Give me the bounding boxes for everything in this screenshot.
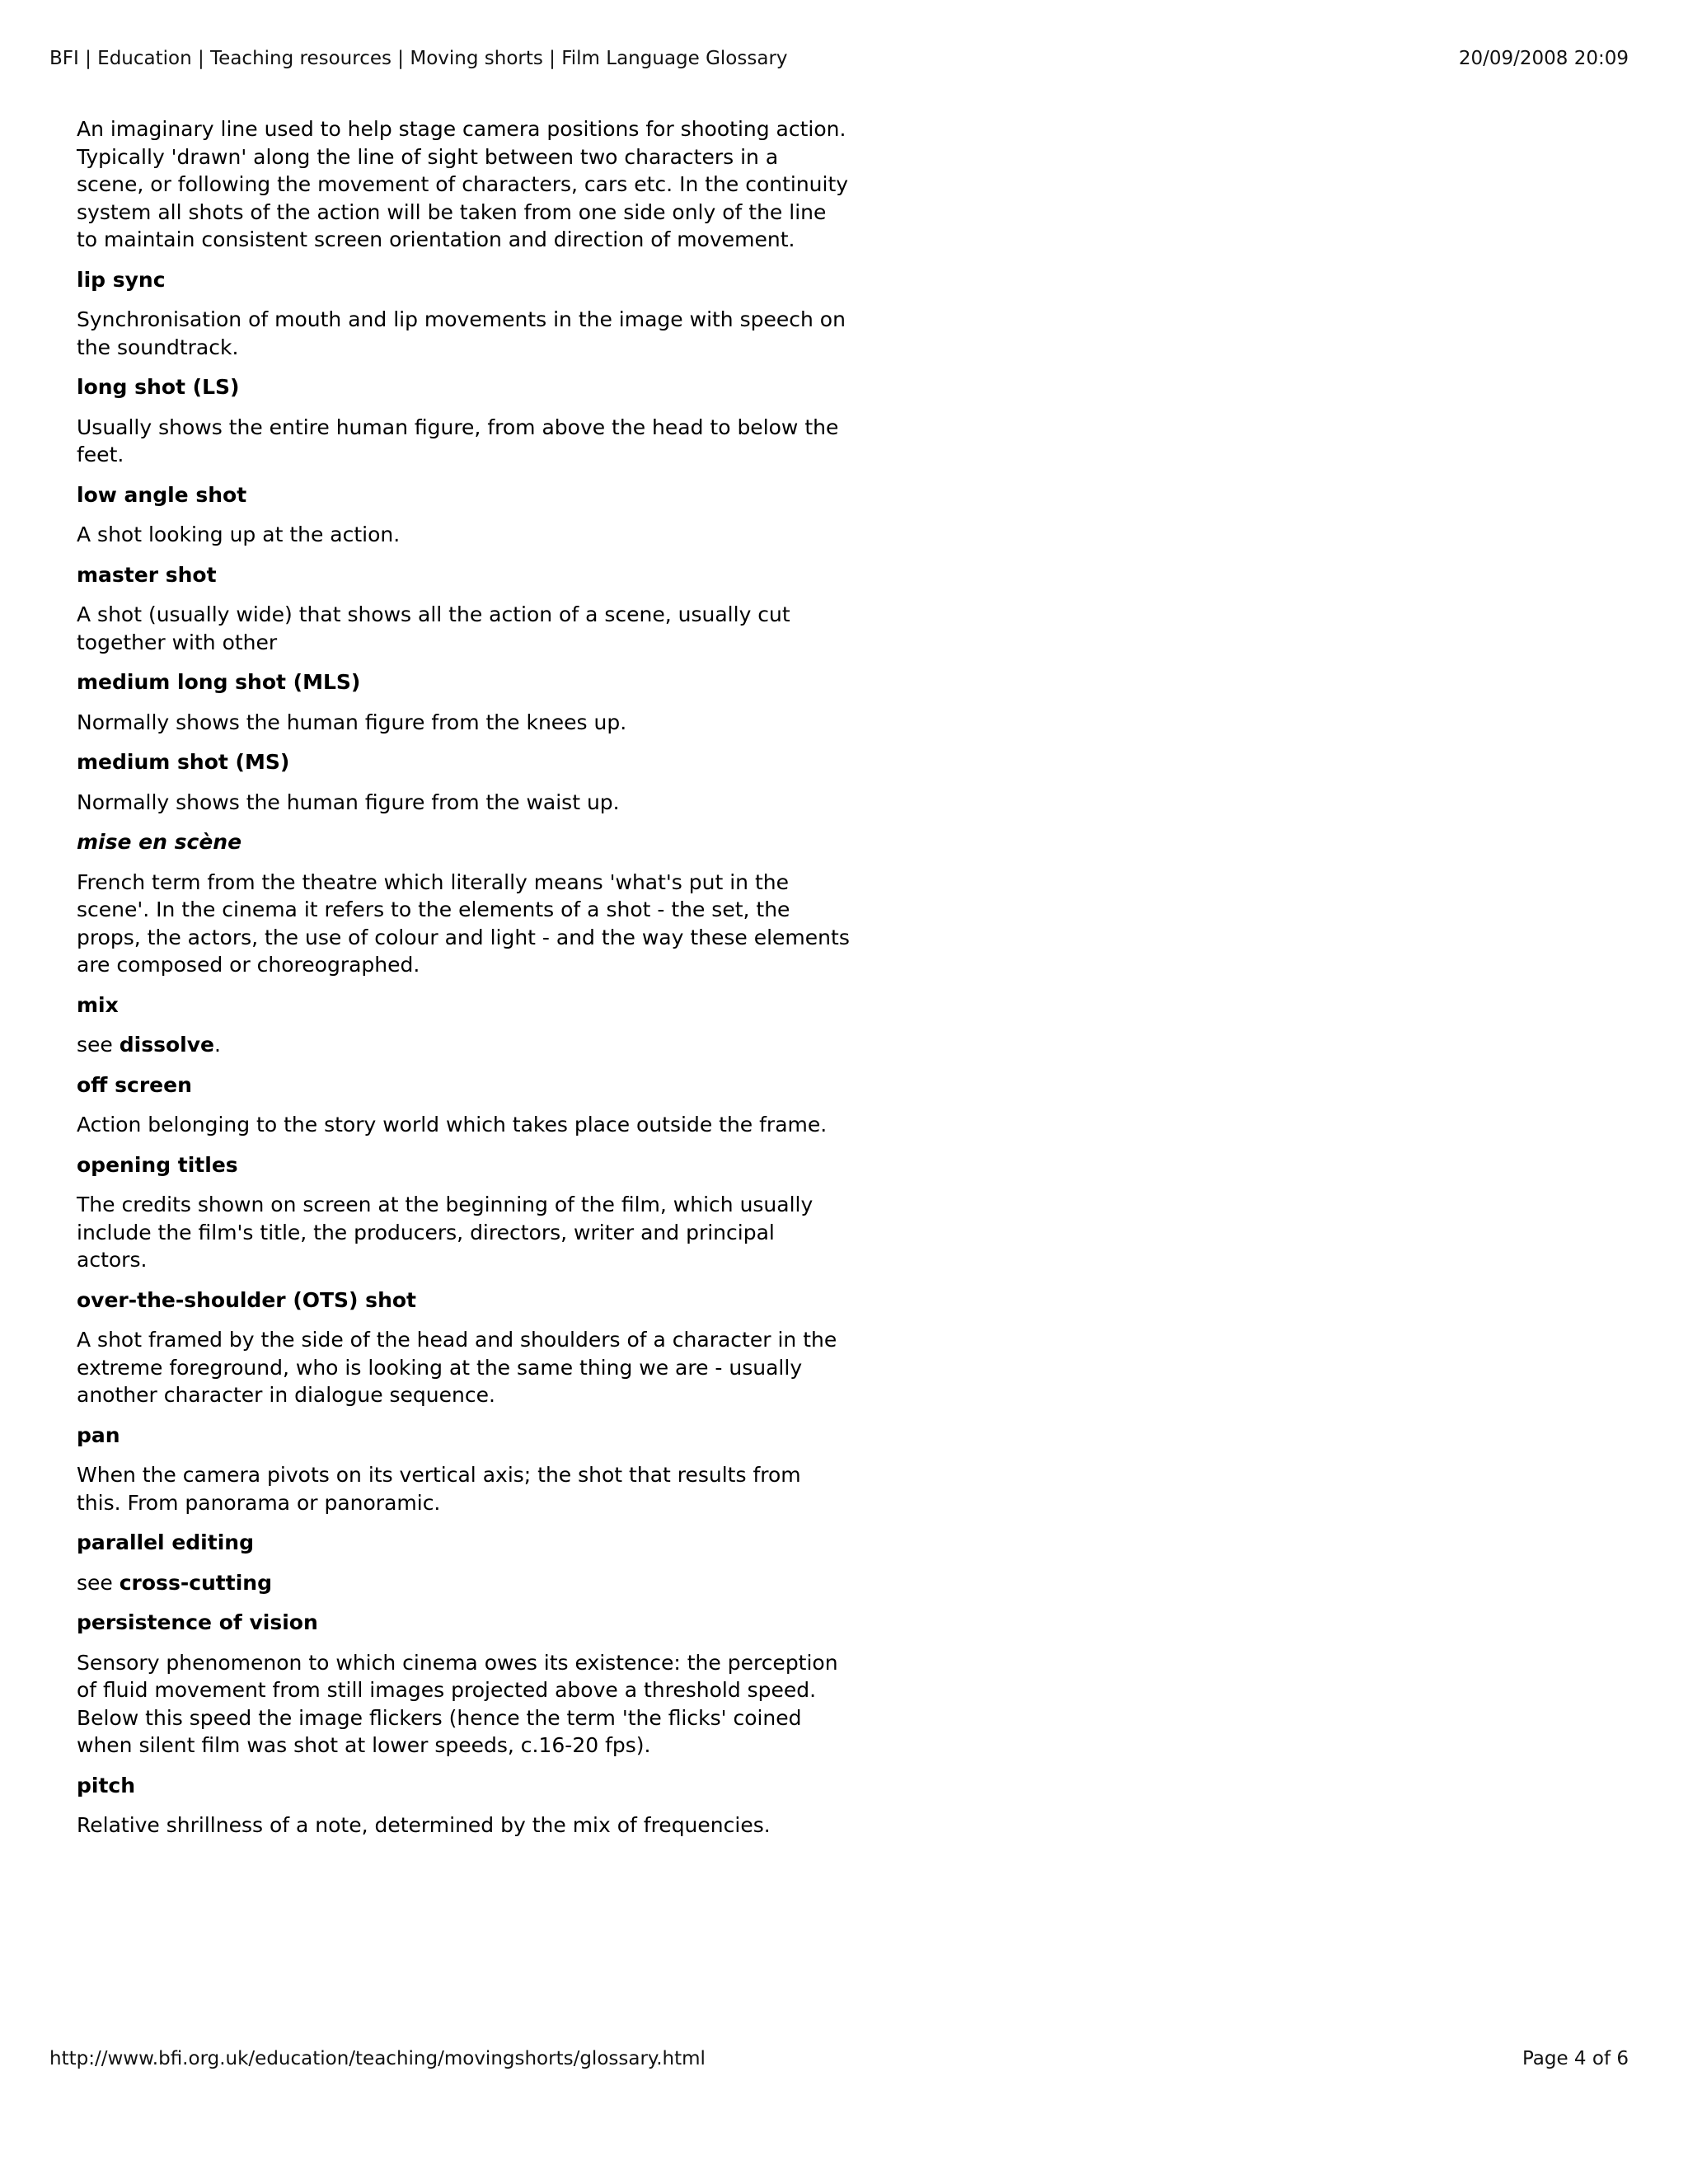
glossary-term: pitch xyxy=(77,1773,136,1797)
glossary-definition: The credits shown on screen at the beginning of the film, which usually include the film's title, the producers, directors, writer and principal actors. xyxy=(77,1193,814,1272)
glossary-term: persistence of vision xyxy=(77,1610,318,1634)
glossary-definition: A shot looking up at the action. xyxy=(77,523,401,546)
see-prefix: see xyxy=(77,1033,120,1057)
glossary-definition: Sensory phenomenon to which cinema owes its existence: the perception of fluid movement from still images projected above a threshold speed. Below this speed the image flickers (hence the term 'the flicks' coined when silent film was shot at lower speeds, c.16-20 fps). xyxy=(77,1650,838,1757)
glossary-definition: Usually shows the entire human figure, from above the head to below the feet. xyxy=(77,415,839,466)
glossary-definition: Normally shows the human figure from the waist up. xyxy=(77,790,620,814)
glossary-term: over-the-shoulder (OTS) shot xyxy=(77,1287,416,1312)
glossary-definition xyxy=(77,1031,851,1059)
glossary-term: medium shot (MS) xyxy=(77,750,290,774)
intro-definition: An imaginary line used to help stage camera positions for shooting action. Typically 'drawn' along the line of sight between two characters in a scene, or following the movement of characters, cars etc. In the continuity system all shots of the action will be taken from one side only of the line to maintain consistent screen orientation and direction of movement. xyxy=(77,117,849,251)
glossary-definition: Relative shrillness of a note, determined by the mix of frequencies. xyxy=(77,1813,771,1837)
print-datetime: 20/09/2008 20:09 xyxy=(1458,48,1629,69)
glossary-term: medium long shot (MLS) xyxy=(77,670,361,694)
glossary-definition: A shot (usually wide) that shows all the action of a scene, usually cut together with other xyxy=(77,602,790,654)
glossary-definition: French term from the theatre which literally means 'what's put in the scene'. In the cinema it refers to the elements of a shot - the set, the props, the actors, the use of colour and light - and the way these elements are composed or choreographed. xyxy=(77,869,850,977)
glossary-term: long shot (LS) xyxy=(77,375,240,399)
cross-reference-term: cross-cutting xyxy=(119,1570,272,1595)
breadcrumb: BFI | Education | Teaching resources | Moving shorts | Film Language Glossary xyxy=(49,48,788,69)
glossary-term: low angle shot xyxy=(77,482,247,507)
glossary-term: mix xyxy=(77,992,119,1017)
page-number: Page 4 of 6 xyxy=(1522,2048,1629,2069)
see-prefix: see xyxy=(77,1570,120,1595)
cross-reference-term: dissolve xyxy=(119,1033,214,1057)
glossary-term: opening titles xyxy=(77,1152,238,1177)
glossary-term: pan xyxy=(77,1422,120,1447)
page-footer xyxy=(49,2046,1629,2071)
glossary-term: mise en scène xyxy=(77,830,242,854)
page-url: http://www.bfi.org.uk/education/teaching/movingshorts/glossary.html xyxy=(49,2048,706,2069)
glossary-term: off screen xyxy=(77,1072,192,1097)
glossary-term: parallel editing xyxy=(77,1530,254,1554)
glossary-definition xyxy=(77,1569,851,1597)
glossary-content xyxy=(77,115,851,1852)
glossary-definition: Normally shows the human figure from the knees up. xyxy=(77,710,627,734)
glossary-entry-list xyxy=(77,266,851,1840)
see-suffix: . xyxy=(213,1033,221,1057)
glossary-definition: When the camera pivots on its vertical axis; the shot that results from this. From panorama or panoramic. xyxy=(77,1463,801,1515)
glossary-definition: Synchronisation of mouth and lip movements in the image with speech on the soundtrack. xyxy=(77,307,846,359)
glossary-term: master shot xyxy=(77,562,217,587)
glossary-definition: A shot framed by the side of the head and shoulders of a character in the extreme foreground, who is looking at the same thing we are - usually another character in dialogue sequence. xyxy=(77,1328,837,1407)
glossary-term: lip sync xyxy=(77,267,166,292)
page-header xyxy=(49,46,1629,71)
glossary-definition: Action belonging to the story world which takes place outside the frame. xyxy=(77,1113,828,1137)
